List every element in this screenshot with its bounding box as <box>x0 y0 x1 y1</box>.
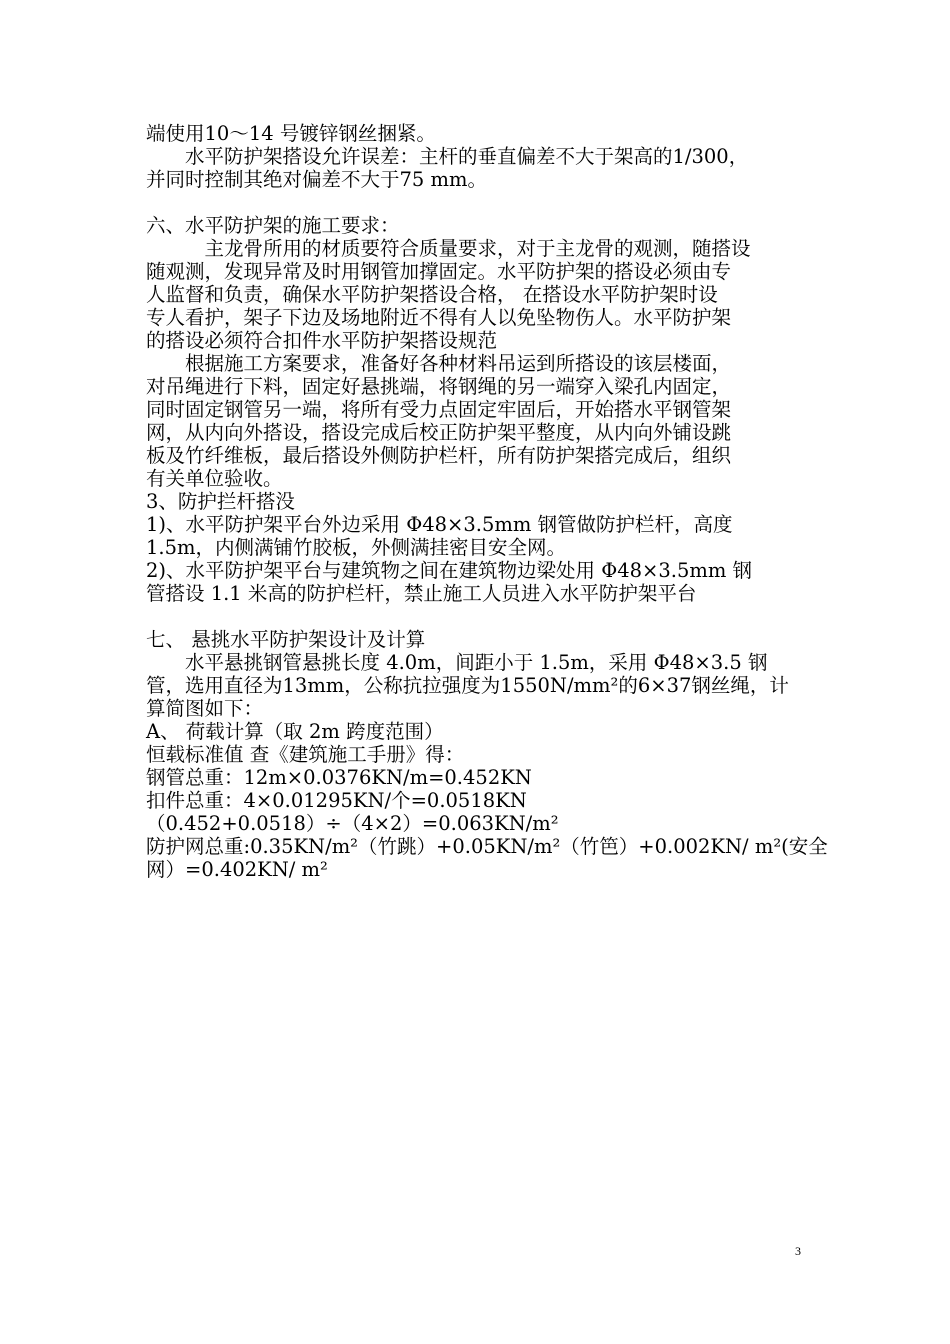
text-line: 水平悬挑钢管悬挑长度 4.0m，间距小于 1.5m，采用 Φ48×3.5 钢 <box>146 651 768 674</box>
text-line: 根据施工方案要求，准备好各种材料吊运到所搭设的该层楼面， <box>146 352 732 375</box>
text-line: 人监督和负责，确保水平防护架搭设合格， 在搭设水平防护架时设 <box>146 283 718 306</box>
text-line: 2)、水平防护架平台与建筑物之间在建筑物边梁处用 Φ48×3.5mm 钢 <box>146 559 753 582</box>
text-line: 同时固定钢管另一端，将所有受力点固定牢固后，开始搭水平钢管架 <box>146 398 732 421</box>
text-line: 端使用10～14 号镀锌钢丝捆紧。 <box>146 122 436 145</box>
page-number: 3 <box>795 1244 801 1258</box>
text-line: 水平防护架搭设允许误差：主杆的垂直偏差不大于架高的1/300， <box>146 145 749 168</box>
text-line: 板及竹纤维板，最后搭设外侧防护栏杆，所有防护架搭完成后，组织 <box>146 444 732 467</box>
text-line: 管，选用直径为13mm，公称抗拉强度为1550N/mm²的6×37钢丝绳，计 <box>146 674 789 697</box>
text-line: 管搭设 1.1 米高的防护栏杆，禁止施工人员进入水平防护架平台 <box>146 582 697 605</box>
section-heading: 六、水平防护架的施工要求： <box>146 214 400 237</box>
text-line: 主龙骨所用的材质要符合质量要求，对于主龙骨的观测，随搭设 <box>146 237 751 260</box>
text-line: 对吊绳进行下料，固定好悬挑端，将钢绳的另一端穿入梁孔内固定， <box>146 375 732 398</box>
formula-line: 防护网总重:0.35KN/m²（竹跳）+0.05KN/m²（竹笆）+0.002KN/ m²(安全 <box>146 835 828 858</box>
text-line: 1.5m，内侧满铺竹胶板，外侧满挂密目安全网。 <box>146 536 567 559</box>
blank-line <box>146 605 810 628</box>
text-line: 随观测，发现异常及时用钢管加撑固定。水平防护架的搭设必须由专 <box>146 260 732 283</box>
page-body <box>146 122 828 881</box>
text-line: 并同时控制其绝对偏差不大于75 mm。 <box>146 168 487 191</box>
text-line: 1)、水平防护架平台外边采用 Φ48×3.5mm 钢管做防护栏杆，高度 <box>146 513 733 536</box>
text-line: 网，从内向外搭设，搭设完成后校正防护架平整度，从内向外铺设跳 <box>146 421 732 444</box>
formula-line: 网）=0.402KN/ m² <box>146 858 328 881</box>
section-heading: 七、 悬挑水平防护架设计及计算 <box>146 628 426 651</box>
subsection-heading: A、 荷载计算（取 2m 跨度范围） <box>146 720 444 743</box>
blank-line <box>146 191 810 214</box>
text-line: 算简图如下： <box>146 697 264 720</box>
subsection-heading: 3、防护拦杆搭没 <box>146 490 295 513</box>
formula-line: （0.452+0.0518）÷（4×2）=0.063KN/m² <box>146 812 559 835</box>
formula-line: 钢管总重：12m×0.0376KN/m=0.452KN <box>146 766 532 789</box>
text-line: 恒载标准值 查《建筑施工手册》得： <box>146 743 465 766</box>
text-line: 有关单位验收。 <box>146 467 283 490</box>
text-line: 专人看护，架子下边及场地附近不得有人以免坠物伤人。水平防护架 <box>146 306 732 329</box>
formula-line: 扣件总重：4×0.01295KN/个=0.0518KN <box>146 789 527 812</box>
text-line: 的搭设必须符合扣件水平防护架搭设规范 <box>146 329 498 352</box>
